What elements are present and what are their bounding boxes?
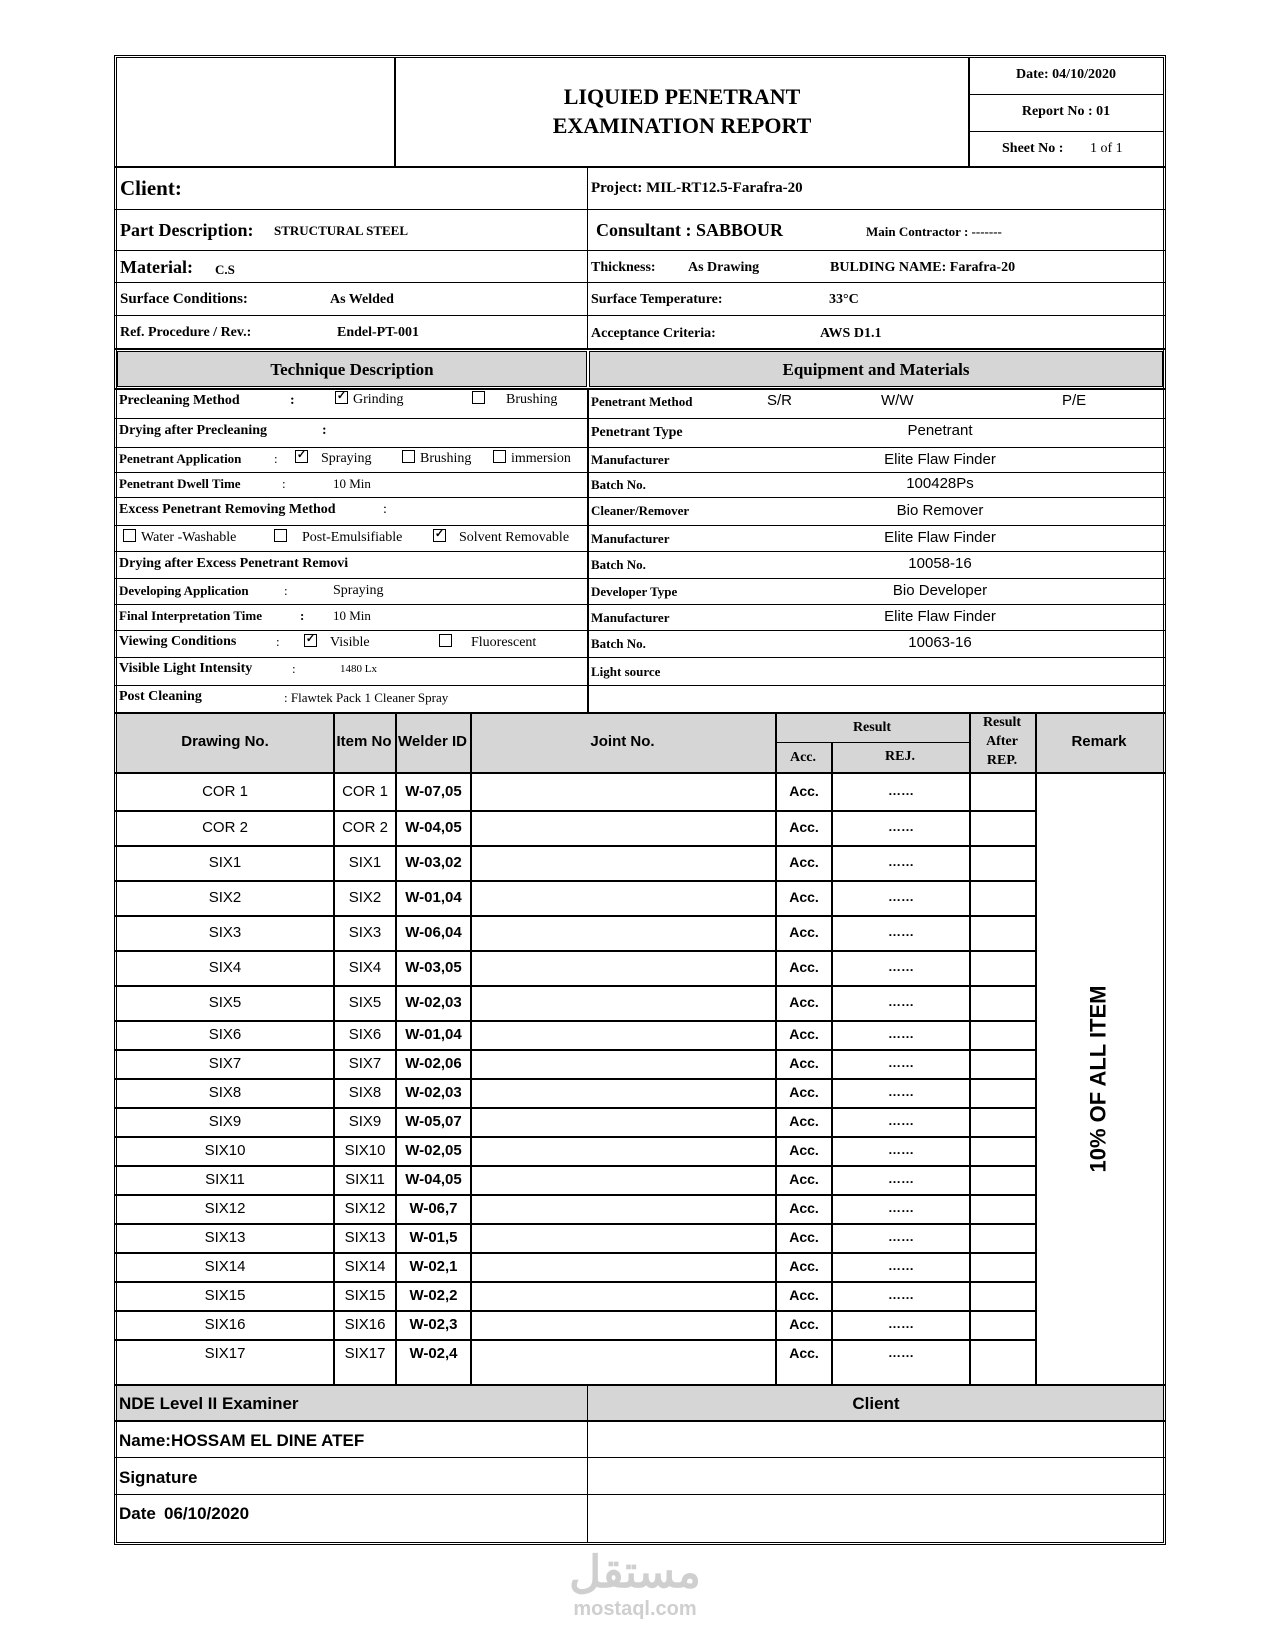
- manufacturer-2-value: Elite Flaw Finder: [884, 529, 996, 546]
- welder-id-cell: W-04,05: [405, 819, 462, 836]
- item-no-cell: SIX1: [348, 854, 382, 871]
- colon: :: [290, 393, 295, 408]
- col-joint-no: Joint No.: [590, 733, 655, 750]
- acc-cell: Acc.: [789, 1287, 819, 1303]
- item-no-cell: COR 1: [342, 783, 388, 800]
- penetrant-method-pe: P/E: [1062, 392, 1087, 409]
- table-row: [114, 985, 1035, 987]
- drawing-no-cell: SIX4: [208, 959, 242, 976]
- drawing-no-cell: SIX7: [208, 1055, 242, 1072]
- thickness-value: As Drawing: [688, 260, 760, 275]
- checkbox-empty-icon[interactable]: [472, 391, 485, 404]
- ref-procedure-value: Endel-PT-001: [337, 325, 419, 340]
- table-row: [114, 1136, 1035, 1138]
- manufacturer-1-value: Elite Flaw Finder: [884, 451, 996, 468]
- option-label: Post-Emulsifiable: [302, 530, 403, 545]
- rej-cell: ……: [888, 1287, 914, 1302]
- option-label: Solvent Removable: [459, 530, 570, 545]
- precleaning-brushing[interactable]: [472, 391, 557, 408]
- drying-excess-label: Drying after Excess Penetrant Removi: [119, 556, 349, 571]
- checkbox-checked-icon[interactable]: [433, 529, 446, 542]
- tech-rule: [114, 685, 1166, 686]
- surface-temperature-value: 33°C: [829, 292, 859, 307]
- table-row: [114, 1310, 1035, 1312]
- colon: :: [300, 608, 305, 623]
- material-label: Material:: [120, 257, 193, 277]
- colon: :: [284, 583, 288, 598]
- rej-cell: ……: [888, 1229, 914, 1244]
- batch-2-value: 10058-16: [908, 555, 972, 572]
- drawing-no-cell: COR 2: [202, 819, 248, 836]
- part-description-label: Part Description:: [120, 220, 254, 240]
- checkbox-empty-icon[interactable]: [493, 450, 506, 463]
- report-number: Report No : 01: [1021, 104, 1111, 119]
- colon: :: [282, 476, 286, 491]
- welder-id-cell: W-02,03: [405, 1084, 462, 1101]
- rej-cell: ……: [888, 959, 914, 974]
- col-result: Result: [852, 720, 892, 735]
- rej-cell: ……: [888, 994, 914, 1009]
- rej-cell: ……: [888, 1345, 914, 1360]
- colon: :: [274, 451, 278, 466]
- acc-cell: Acc.: [789, 959, 819, 975]
- table-row: [114, 810, 1035, 812]
- drawing-no-cell: SIX16: [204, 1316, 246, 1333]
- precleaning-grinding[interactable]: [335, 391, 404, 408]
- item-no-cell: SIX10: [344, 1142, 386, 1159]
- consultant-field: Consultant : SABBOUR: [596, 220, 784, 240]
- post-cleaning-label: Post Cleaning: [119, 689, 202, 704]
- penetrant-method-sr: S/R: [767, 392, 793, 409]
- welder-id-cell: W-02,06: [405, 1055, 462, 1072]
- project-field: Project: MIL-RT12.5-Farafra-20: [591, 180, 803, 196]
- excess-removal-label: Excess Penetrant Removing Method: [119, 502, 336, 517]
- tech-rule: [114, 630, 1166, 631]
- item-no-cell: SIX12: [344, 1200, 386, 1217]
- dwell-time-label: Penetrant Dwell Time: [119, 476, 241, 491]
- tech-rule: [114, 418, 1166, 419]
- penetrant-method-label: Penetrant Method: [591, 394, 693, 409]
- acc-cell: Acc.: [789, 819, 819, 835]
- option-label: Brushing: [420, 451, 472, 466]
- drawing-no-cell: COR 1: [202, 783, 248, 800]
- penetrant-application-label: Penetrant Application: [119, 451, 242, 466]
- col-item-no: Item No: [336, 733, 392, 750]
- light-source-label: Light source: [591, 664, 661, 679]
- table-row: [114, 915, 1035, 917]
- acc-cell: Acc.: [789, 1142, 819, 1158]
- light-intensity-value: 1480 Lx: [340, 663, 377, 675]
- surface-temperature-label: Surface Temperature:: [591, 292, 723, 307]
- pen-app-spraying[interactable]: [295, 450, 372, 467]
- option-label: Water -Washable: [141, 530, 237, 545]
- batch-1-value: 100428Ps: [906, 475, 974, 492]
- remark-text: 10% OF ALL ITEM: [1086, 984, 1111, 1173]
- thickness-label: Thickness:: [591, 260, 656, 275]
- option-label: Fluorescent: [471, 635, 537, 650]
- table-row: [114, 1339, 1035, 1341]
- manufacturer-3-value: Elite Flaw Finder: [884, 608, 996, 625]
- info-rule: [114, 282, 1166, 283]
- table-row: [114, 880, 1035, 882]
- table-row: [114, 1107, 1035, 1109]
- item-no-cell: SIX9: [348, 1113, 382, 1130]
- manufacturer-2-label: Manufacturer: [591, 531, 670, 546]
- tech-rule: [114, 551, 1166, 552]
- sheet-number-value: 1 of 1: [1090, 141, 1123, 156]
- acc-cell: Acc.: [789, 1258, 819, 1274]
- table-row: [114, 1020, 1035, 1022]
- item-no-cell: SIX4: [348, 959, 382, 976]
- colon: :: [292, 661, 296, 676]
- table-row: [114, 1223, 1035, 1225]
- batch-3-label: Batch No.: [591, 636, 646, 651]
- colon: :: [322, 423, 327, 438]
- main-contractor-field: Main Contractor : -------: [866, 224, 1002, 239]
- acc-cell: Acc.: [789, 1026, 819, 1042]
- table-row: [114, 1078, 1035, 1080]
- report-title-line1: LIQUIED PENETRANT: [563, 84, 801, 109]
- rej-cell: ……: [888, 1026, 914, 1041]
- developer-type-value: Bio Developer: [892, 582, 988, 599]
- header-rule: [969, 131, 1163, 132]
- welder-id-cell: W-02,05: [405, 1142, 462, 1159]
- acc-cell: Acc.: [789, 854, 819, 870]
- col-welder-id: Welder ID: [398, 733, 467, 750]
- drawing-no-cell: SIX15: [204, 1287, 246, 1304]
- pen-app-immersion[interactable]: [493, 450, 571, 467]
- info-divider: [587, 167, 588, 350]
- item-no-cell: COR 2: [342, 819, 388, 836]
- viewing-visible[interactable]: [304, 634, 370, 651]
- info-rule: [114, 315, 1166, 316]
- option-label: Visible: [330, 635, 370, 650]
- welder-id-cell: W-02,4: [409, 1345, 458, 1362]
- table-row: [114, 1252, 1035, 1254]
- option-label: Grinding: [353, 392, 404, 407]
- header-rule: [969, 94, 1163, 95]
- tech-rule: [114, 472, 1166, 473]
- table-row: [114, 1281, 1035, 1283]
- rej-cell: ……: [888, 854, 914, 869]
- colon: :: [276, 634, 280, 649]
- welder-id-cell: W-01,04: [405, 1026, 462, 1043]
- date-label: Date: [119, 1504, 156, 1523]
- rej-cell: ……: [888, 1200, 914, 1215]
- table-row: [114, 1194, 1035, 1196]
- item-no-cell: SIX8: [348, 1084, 382, 1101]
- col-result-after-2: After: [986, 734, 1018, 749]
- drawing-no-cell: SIX9: [208, 1113, 242, 1130]
- welder-id-cell: W-02,03: [405, 994, 462, 1011]
- rej-cell: ……: [888, 924, 914, 939]
- drawing-no-cell: SIX11: [205, 1171, 245, 1188]
- acc-cell: Acc.: [789, 1345, 819, 1361]
- item-no-cell: SIX5: [348, 994, 382, 1011]
- interpretation-time-label: Final Interpretation Time: [119, 608, 262, 623]
- drawing-no-cell: SIX14: [204, 1258, 246, 1275]
- acc-cell: Acc.: [789, 783, 819, 799]
- viewing-fluorescent[interactable]: [439, 634, 536, 651]
- welder-id-cell: W-04,05: [405, 1171, 462, 1188]
- info-rule: [114, 250, 1166, 251]
- col-rej: REJ.: [885, 749, 915, 764]
- welder-id-cell: W-06,7: [409, 1200, 458, 1217]
- tech-rule: [114, 447, 1166, 448]
- col-drawing-no: Drawing No.: [181, 733, 269, 750]
- drawing-no-cell: SIX5: [208, 994, 242, 1011]
- acc-cell: Acc.: [789, 1084, 819, 1100]
- rej-cell: ……: [888, 1113, 914, 1128]
- acc-cell: Acc.: [789, 924, 819, 940]
- acc-cell: Acc.: [789, 994, 819, 1010]
- surface-conditions-value: As Welded: [330, 292, 394, 307]
- footer-divider: [587, 1385, 588, 1543]
- welder-id-cell: W-07,05: [405, 783, 462, 800]
- drawing-no-cell: SIX2: [208, 889, 242, 906]
- acc-cell: Acc.: [789, 1055, 819, 1071]
- excess-water-washable[interactable]: [123, 529, 236, 546]
- item-no-cell: SIX6: [348, 1026, 382, 1043]
- welder-id-cell: W-03,05: [405, 959, 462, 976]
- client-heading: Client: [852, 1394, 900, 1413]
- info-rule: [114, 209, 1166, 210]
- acc-cell: Acc.: [789, 1113, 819, 1129]
- acc-cell: Acc.: [789, 1229, 819, 1245]
- developing-application-value: Spraying: [333, 583, 384, 598]
- option-label: Brushing: [506, 392, 558, 407]
- welder-id-cell: W-02,2: [409, 1287, 458, 1304]
- item-no-cell: SIX11: [345, 1171, 385, 1188]
- header-divider: [394, 58, 396, 166]
- client-label: Client:: [120, 176, 182, 200]
- option-label: immersion: [511, 451, 571, 466]
- drawing-no-cell: SIX3: [208, 924, 242, 941]
- item-no-cell: SIX7: [348, 1055, 382, 1072]
- manufacturer-1-label: Manufacturer: [591, 452, 670, 467]
- acceptance-criteria-label: Acceptance Criteria:: [591, 326, 716, 341]
- col-remark: Remark: [1071, 733, 1127, 750]
- table-row: [114, 1049, 1035, 1051]
- tech-rule: [114, 525, 1166, 526]
- rej-cell: ……: [888, 1084, 914, 1099]
- equipment-heading: Equipment and Materials: [782, 360, 970, 379]
- tech-rule: [114, 578, 1166, 579]
- manufacturer-3-label: Manufacturer: [591, 610, 670, 625]
- section-rule: [114, 388, 1166, 390]
- report-title-line2: EXAMINATION REPORT: [552, 113, 812, 138]
- examiner-heading: NDE Level II Examiner: [119, 1394, 299, 1413]
- acceptance-criteria-value: AWS D1.1: [820, 326, 882, 341]
- drawing-no-cell: SIX13: [204, 1229, 246, 1246]
- pen-app-brushing[interactable]: [402, 450, 471, 467]
- dwell-time-value: 10 Min: [333, 476, 371, 491]
- developer-type-label: Developer Type: [591, 584, 678, 599]
- welder-id-cell: W-02,1: [409, 1258, 458, 1275]
- part-description-value: STRUCTURAL STEEL: [274, 223, 409, 238]
- technique-heading: Technique Description: [270, 360, 434, 379]
- table-row: [114, 845, 1035, 847]
- material-value: C.S: [215, 262, 235, 277]
- mostaql-watermark-logo: [540, 1548, 730, 1620]
- rej-cell: ……: [888, 1171, 914, 1186]
- welder-id-cell: W-05,07: [405, 1113, 462, 1130]
- welder-id-cell: W-02,3: [409, 1316, 458, 1333]
- welder-id-cell: W-01,04: [405, 889, 462, 906]
- info-rule: [114, 348, 1166, 350]
- table-header-rule: [114, 772, 1166, 774]
- building-name: BULDING NAME: Farafra-20: [830, 260, 1016, 275]
- precleaning-label: Precleaning Method: [119, 393, 240, 408]
- surface-conditions-label: Surface Conditions:: [120, 291, 248, 307]
- acc-cell: Acc.: [789, 1171, 819, 1187]
- watermark-arabic: مستقل: [569, 1548, 701, 1597]
- item-no-cell: SIX15: [344, 1287, 386, 1304]
- item-no-cell: SIX13: [344, 1229, 386, 1246]
- rej-cell: ……: [888, 1055, 914, 1070]
- checkbox-checked-icon[interactable]: [304, 634, 317, 647]
- table-row: [114, 950, 1035, 952]
- date-value: 06/10/2020: [164, 1504, 250, 1523]
- report-date: Date: 04/10/2020: [1016, 67, 1116, 82]
- drawing-no-cell: SIX17: [204, 1345, 246, 1362]
- rej-cell: ……: [888, 889, 914, 904]
- signature-label: Signature: [119, 1468, 198, 1487]
- welder-id-cell: W-03,02: [405, 854, 462, 871]
- item-no-cell: SIX17: [344, 1345, 386, 1362]
- light-intensity-label: Visible Light Intensity: [119, 661, 253, 676]
- colon: :: [383, 502, 387, 517]
- result-subrule: [775, 742, 969, 743]
- post-cleaning-value: : Flawtek Pack 1 Cleaner Spray: [284, 690, 449, 705]
- checkbox-empty-icon[interactable]: [402, 450, 415, 463]
- ref-procedure-label: Ref. Procedure / Rev.:: [120, 325, 252, 340]
- acc-cell: Acc.: [789, 1316, 819, 1332]
- rej-cell: ……: [888, 1142, 914, 1157]
- developing-application-label: Developing Application: [119, 583, 249, 598]
- penetrant-type-value: Penetrant: [907, 422, 973, 439]
- penetrant-method-ww: W/W: [881, 392, 914, 409]
- footer-rule: [114, 1420, 1166, 1422]
- drawing-no-cell: SIX8: [208, 1084, 242, 1101]
- acc-cell: Acc.: [789, 889, 819, 905]
- option-label: Spraying: [321, 451, 372, 466]
- checkbox-checked-icon[interactable]: [295, 450, 308, 463]
- col-result-after-1: Result: [982, 715, 1022, 730]
- batch-3-value: 10063-16: [908, 634, 972, 651]
- header-bottom-line: [114, 166, 1166, 168]
- rej-cell: ……: [888, 1316, 914, 1331]
- interpretation-time-value: 10 Min: [333, 608, 371, 623]
- welder-id-cell: W-06,04: [405, 924, 462, 941]
- watermark-latin: mostaql.com: [573, 1598, 697, 1620]
- checkbox-empty-icon[interactable]: [274, 529, 287, 542]
- cleaner-label: Cleaner/Remover: [591, 503, 690, 518]
- col-acc: Acc.: [789, 750, 817, 765]
- tech-rule: [114, 497, 1166, 498]
- penetrant-type-label: Penetrant Type: [591, 425, 683, 440]
- rej-cell: ……: [888, 819, 914, 834]
- remark-value: [1037, 775, 1161, 1382]
- sheet-number-label: Sheet No :: [1002, 141, 1064, 156]
- item-no-cell: SIX3: [348, 924, 382, 941]
- item-no-cell: SIX2: [348, 889, 382, 906]
- batch-2-label: Batch No.: [591, 557, 646, 572]
- drawing-no-cell: SIX10: [204, 1142, 246, 1159]
- drawing-no-cell: SIX1: [208, 854, 242, 871]
- welder-id-cell: W-01,5: [409, 1229, 458, 1246]
- drawing-no-cell: SIX12: [204, 1200, 246, 1217]
- checkbox-empty-icon[interactable]: [439, 634, 452, 647]
- cleaner-value: Bio Remover: [896, 502, 984, 519]
- viewing-conditions-label: Viewing Conditions: [119, 634, 237, 649]
- footer-rule: [114, 1457, 1166, 1458]
- drying-precleaning-label: Drying after Precleaning: [119, 423, 268, 438]
- item-no-cell: SIX16: [344, 1316, 386, 1333]
- excess-post-emulsifiable[interactable]: [274, 529, 402, 546]
- batch-1-label: Batch No.: [591, 477, 646, 492]
- drawing-no-cell: SIX6: [208, 1026, 242, 1043]
- footer-rule: [114, 1494, 1166, 1495]
- table-row: [114, 1165, 1035, 1167]
- examiner-name: Name:HOSSAM EL DINE ATEF: [119, 1431, 365, 1450]
- excess-solvent-removable[interactable]: [433, 529, 569, 546]
- rej-cell: ……: [888, 1258, 914, 1273]
- item-no-cell: SIX14: [344, 1258, 386, 1275]
- checkbox-checked-icon[interactable]: [335, 391, 348, 404]
- rej-cell: ……: [888, 783, 914, 798]
- acc-cell: Acc.: [789, 1200, 819, 1216]
- col-result-after-3: REP.: [986, 753, 1018, 768]
- tech-rule: [114, 657, 1166, 658]
- checkbox-empty-icon[interactable]: [123, 529, 136, 542]
- tech-rule: [114, 604, 1166, 605]
